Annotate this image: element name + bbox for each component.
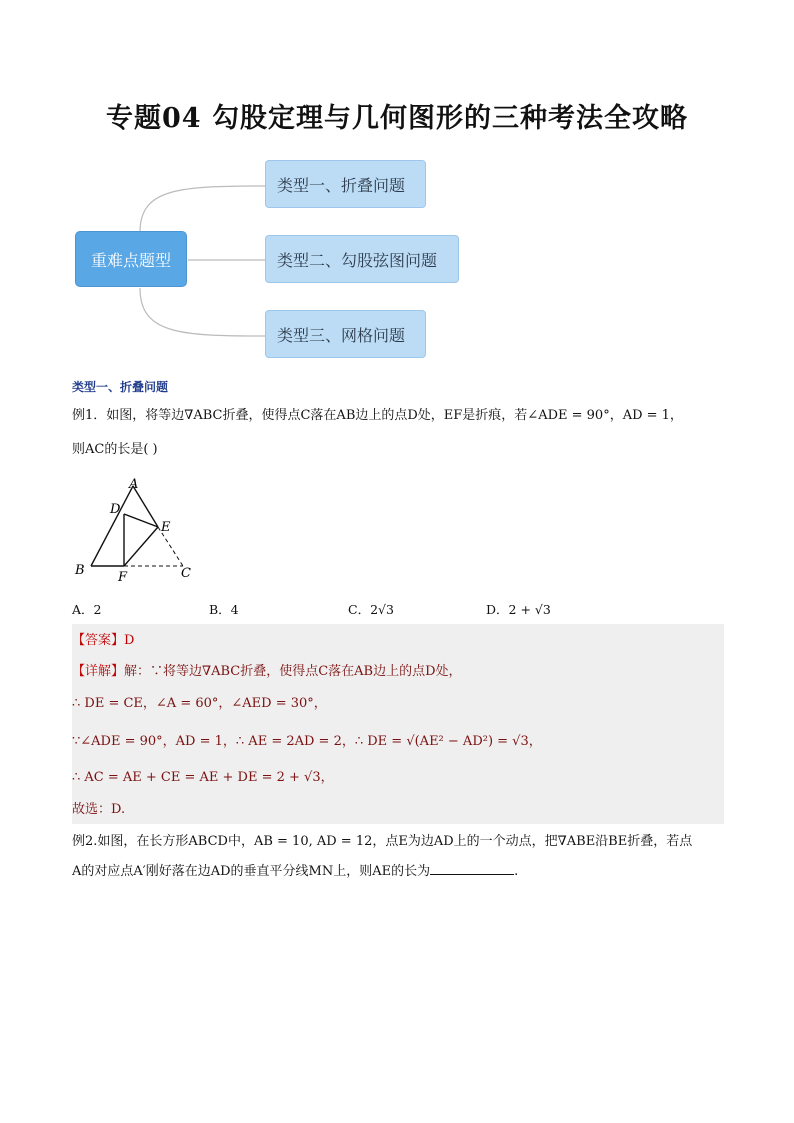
mindmap-branch-2: 类型二、勾股弦图问题 bbox=[265, 235, 459, 283]
answer-block bbox=[72, 624, 724, 824]
label-F: F bbox=[118, 570, 128, 585]
detail-line2: ∴ DE = CE，∠A = 60°，∠AED = 30°， bbox=[72, 696, 327, 711]
mindmap-branch-3: 类型三、网格问题 bbox=[265, 310, 426, 358]
label-C: C bbox=[181, 566, 191, 581]
example1-line2: 则AC的长是( ) bbox=[72, 442, 158, 457]
option-d: D．2 + √3 bbox=[486, 602, 551, 617]
detail-line3: ∵∠ADE = 90°，AD = 1，∴ AE = 2AD = 2，∴ DE = √(AE² − AD²) = √3， bbox=[72, 734, 542, 749]
detail-line1 bbox=[72, 662, 728, 682]
detail-tag: 【详解】 bbox=[72, 664, 125, 679]
example2-line2 bbox=[72, 862, 728, 882]
section-heading: 类型一、折叠问题 bbox=[72, 380, 169, 394]
answer-blank[interactable] bbox=[430, 862, 514, 875]
label-B: B bbox=[75, 563, 85, 578]
option-b: B．4 bbox=[209, 602, 239, 617]
example2-line2-text: A的对应点A′刚好落在边AD的垂直平分线MN上，则AE的长为 bbox=[72, 864, 431, 879]
answer-label: 【答案】D bbox=[72, 633, 135, 648]
option-c: C．2√3 bbox=[348, 602, 394, 617]
mindmap-center-node: 重难点题型 bbox=[75, 231, 187, 287]
detail-line5: 故选：D. bbox=[72, 802, 126, 817]
detail-line4: ∴ AC = AE + CE = AE + DE = 2 + √3， bbox=[72, 770, 334, 785]
example2-line2-end: . bbox=[514, 864, 519, 879]
label-E: E bbox=[161, 520, 171, 535]
example2-line1: 例2.如图，在长方形ABCD中，AB = 10, AD = 12，点E为边AD上的一个动点，把∇ABE沿BE折叠，若点 bbox=[72, 834, 693, 849]
mindmap-branch-1: 类型一、折叠问题 bbox=[265, 160, 426, 208]
detail-text: 解：∵将等边∇ABC折叠，使得点C落在AB边上的点D处， bbox=[124, 664, 462, 679]
page-title: 专题04 勾股定理与几何图形的三种考法全攻略 bbox=[106, 103, 688, 134]
label-A: A bbox=[129, 477, 139, 492]
option-a: A．2 bbox=[72, 602, 102, 617]
example1-line1: 例1．如图，将等边∇ABC折叠，使得点C落在AB边上的点D处，EF是折痕，若∠ADE = 90°，AD = 1， bbox=[72, 408, 683, 423]
triangle-figure bbox=[70, 475, 200, 587]
label-D: D bbox=[110, 502, 121, 517]
